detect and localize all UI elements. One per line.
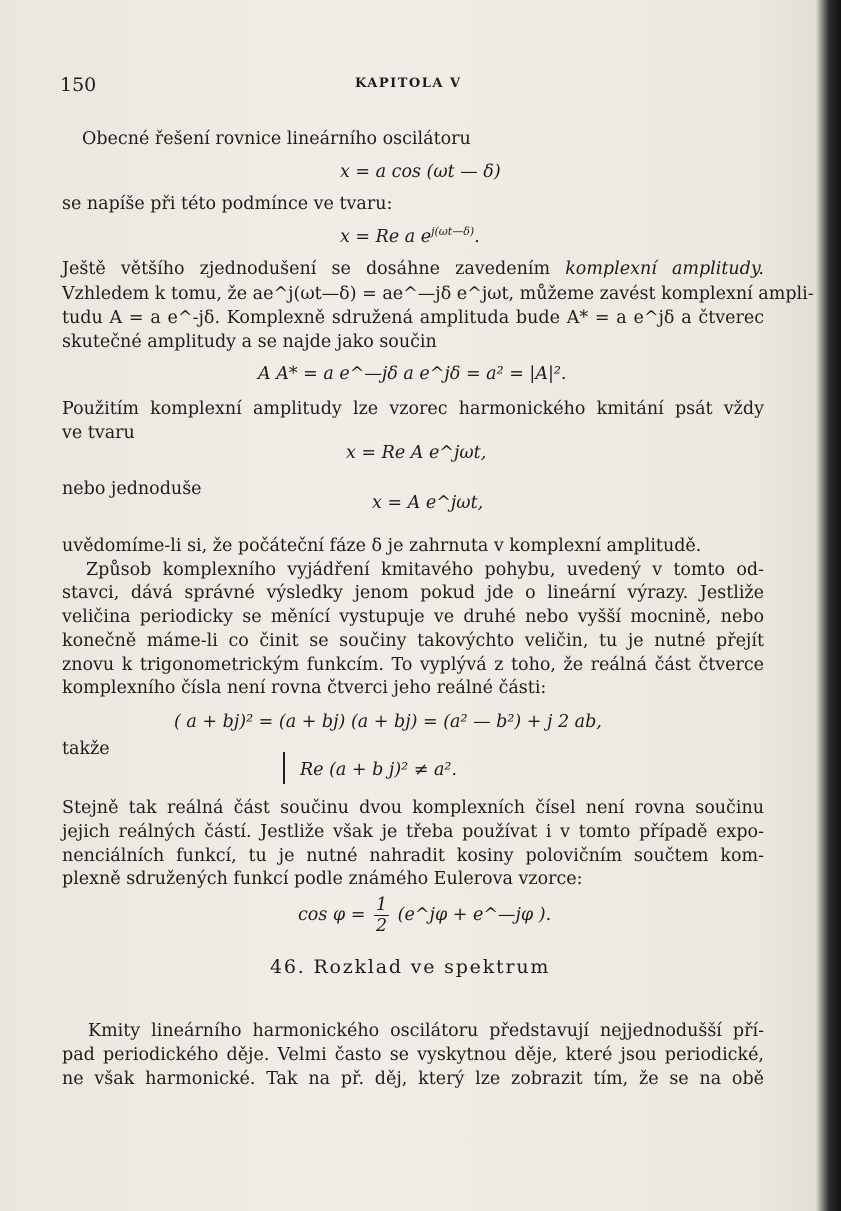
paragraph-line: Použitím komplexní amplitudy lze vzorec harmonického kmitání psát vždy bbox=[62, 399, 764, 419]
paragraph-line: takže bbox=[62, 739, 110, 759]
paragraph-line: Kmity lineárního harmonického oscilátoru představují nejjednodušší pří- bbox=[88, 1021, 764, 1041]
paragraph-line: ve tvaru bbox=[62, 423, 135, 443]
paragraph-line: komplexního čísla není rovna čtverci jeho reálné části: bbox=[62, 678, 547, 698]
paragraph-line: pad periodického děje. Velmi často se vyskytnou děje, které jsou periodické, bbox=[62, 1045, 764, 1065]
paragraph-line: jejich reálných částí. Jestliže však je třeba používat i v tomto případě expo- bbox=[62, 822, 764, 842]
paragraph-line: nebo jednoduše bbox=[62, 479, 202, 499]
paragraph-line: ne však harmonické. Tak na př. děj, který lze zobrazit tím, že se na obě bbox=[62, 1069, 764, 1089]
paragraph-line: Vzhledem k tomu, že ae^j(ωt—δ) = ae^—jδ e^jωt, můžeme zavést komplexní ampli- bbox=[62, 284, 814, 304]
margin-mark bbox=[283, 752, 285, 784]
page-number: 150 bbox=[60, 74, 97, 96]
paragraph-line: veličina periodicky se měnící vystupuje ve druhé nebo vyšší mocnině, nebo bbox=[62, 607, 764, 627]
equation-euler: cos φ = $\frac{1}{2}$ (e^jφ + e^—jφ ). bbox=[298, 895, 552, 936]
paragraph-line: Ještě většího zjednodušení se dosáhne zavedením komplexní amplitudy. bbox=[62, 259, 764, 279]
paragraph-line: se napíše při této podmínce ve tvaru: bbox=[62, 194, 393, 214]
paragraph-line: tudu A = a e^-jδ. Komplexně sdružená amplituda bude A* = a e^jδ a čtverec bbox=[62, 308, 764, 328]
equation-harmonic-re: x = Re A e^jωt, bbox=[346, 443, 487, 463]
equation-amplitude-product: A A* = a e^—jδ a e^jδ = a² = |A|². bbox=[258, 364, 567, 384]
paragraph-line: Obecné řešení rovnice lineárního oscilátoru bbox=[82, 129, 471, 149]
equation-harmonic: x = A e^jωt, bbox=[372, 493, 484, 513]
equation-complex-form: x = Re a $e^{j(\omega t—\delta)}$. bbox=[340, 225, 480, 247]
paragraph-line: konečně máme-li co činit se součiny takovýchto veličin, tu je nutné přejít bbox=[62, 631, 764, 651]
equation-square: ( a + bj)² = (a + bj) (a + bj) = (a² — b²) + j 2 ab, bbox=[174, 712, 602, 732]
paragraph-line: znovu k trigonometrickým funkcím. To vyplývá z toho, že reálná část čtverce bbox=[62, 655, 764, 675]
equation-inequality: Re (a + b j)² ≠ a². bbox=[300, 760, 457, 780]
running-header: KAPITOLA V bbox=[355, 76, 462, 91]
paragraph-line: nenciálních funkcí, tu je nutné nahradit kosiny polovičním součtem kom- bbox=[62, 846, 764, 866]
fraction: $\frac{1}{2}$ bbox=[375, 895, 388, 936]
section-title: 46. Rozklad ve spektrum bbox=[270, 956, 551, 978]
paragraph-line: stavci, dává správné výsledky jenom pokud jde o lineární výrazy. Jestliže bbox=[62, 583, 764, 603]
paragraph-line: Stejně tak reálná část součinu dvou komplexních čísel není rovna součinu bbox=[62, 798, 764, 818]
paragraph-line: uvědomíme-li si, že počáteční fáze δ je zahrnuta v komplexní amplitudě. bbox=[62, 536, 702, 556]
paragraph-line: skutečné amplitudy a se najde jako součin bbox=[62, 332, 437, 352]
paragraph-line: plexně sdružených funkcí podle známého Eulerova vzorce: bbox=[62, 869, 583, 889]
paragraph-line: Způsob komplexního vyjádření kmitavého pohybu, uvedený v tomto od- bbox=[86, 560, 764, 580]
equation-oscillator: x = a cos (ωt — δ) bbox=[340, 162, 501, 182]
